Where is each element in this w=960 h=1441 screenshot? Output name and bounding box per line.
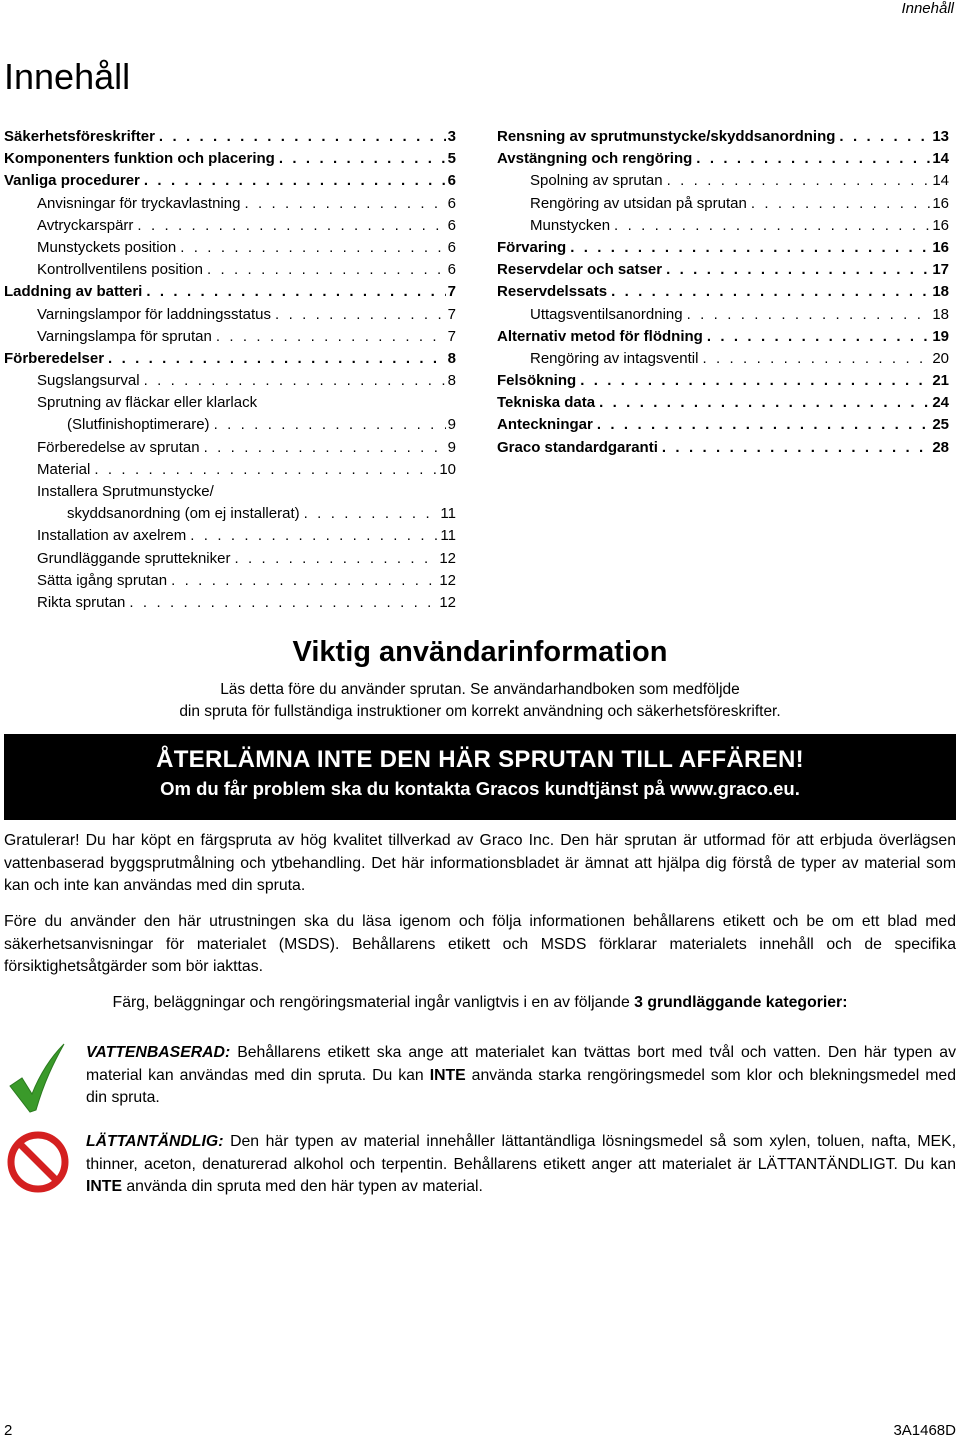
toc-leader-dots [129, 594, 437, 611]
toc-entry[interactable] [497, 128, 949, 150]
toc-entry-label: Sugslangsurval [37, 372, 140, 390]
category-title: LÄTTANTÄNDLIG: [86, 1133, 224, 1150]
toc-leader-dots [707, 328, 930, 345]
toc-entry-label: Anteckningar [497, 416, 593, 434]
toc-entry[interactable] [4, 306, 456, 328]
toc-entry-page: 9 [447, 416, 456, 434]
toc-leader-dots [108, 350, 446, 367]
toc-entry[interactable] [497, 261, 949, 283]
category-emphasis: INTE [429, 1066, 466, 1084]
toc-entry[interactable] [4, 328, 456, 350]
toc-entry-page: 8 [447, 349, 456, 367]
toc-entry-label: Reservdelssats [497, 283, 608, 301]
toc-entry-page: 3 [447, 128, 456, 145]
toc-leader-dots [144, 172, 446, 189]
return-warning-banner [4, 734, 956, 820]
toc-entry[interactable] [497, 195, 949, 217]
page-title: Innehåll [4, 56, 131, 97]
category-text: använda starka rengöringsmedel som klor och blekningsmedel med din spruta. [86, 1066, 957, 1106]
toc-leader-dots [171, 572, 437, 589]
toc-entry-label: Komponenters funktion och placering [4, 150, 275, 168]
important-info [0, 636, 960, 723]
toc-entry-page: 11 [440, 527, 456, 545]
toc-leader-dots [190, 527, 438, 544]
toc-leader-dots [137, 217, 445, 234]
toc-entry-label: Sätta igång sprutan [37, 571, 168, 589]
toc-entry-page: 6 [447, 261, 456, 279]
toc-leader-dots [279, 150, 446, 167]
toc-entry-page: 7 [447, 283, 456, 301]
toc-leader-dots [275, 306, 446, 323]
toc-entry[interactable] [4, 550, 456, 572]
toc-entry-label: Grundläggande spruttekniker [37, 549, 231, 567]
toc-entry-page: 6 [447, 238, 456, 256]
toc-entry-page: 6 [447, 194, 456, 212]
toc-entry-label: Varningslampa för sprutan [37, 327, 212, 345]
toc-leader-dots [580, 372, 930, 389]
toc-entry-label: Anvisningar för tryckavlastning [37, 194, 241, 212]
toc-entry[interactable] [4, 527, 456, 549]
toc-leader-dots [204, 439, 446, 456]
toc-entry[interactable] [497, 350, 949, 372]
toc-entry[interactable] [4, 350, 456, 372]
toc-entry[interactable] [4, 572, 456, 594]
toc-entry-page: 14 [932, 172, 949, 190]
toc-entry-label: skyddsanordning (om ej installerat) [67, 505, 300, 523]
toc-entry-page: 18 [932, 305, 949, 323]
categories-intro-bold: 3 grundläggande kategorier: [634, 994, 848, 1011]
toc-entry-page: 17 [932, 261, 949, 279]
toc-entry-label: Kontrollventilens position [37, 261, 203, 279]
banner-headline: ÅTERLÄMNA INTE DEN HÄR SPRUTAN TILL AFFÄREN! [156, 746, 804, 773]
toc-entry-page: 28 [932, 438, 949, 456]
toc-entry-label: Reservdelar och satser [497, 261, 663, 279]
toc-leader-dots [702, 350, 930, 367]
toc-leader-dots [611, 283, 930, 300]
toc-leader-dots [662, 439, 930, 456]
toc-entry-label: Rensning av sprutmunstycke/skyddsanordning [497, 128, 836, 145]
prohibited-icon [6, 1130, 70, 1194]
toc-entry-page: 10 [439, 460, 456, 478]
toc-entry-label: (Slutfinishoptimerare) [67, 416, 210, 434]
toc-entry-label: Varningslampor för laddningsstatus [37, 305, 272, 323]
important-heading: Viktig användarinformation [292, 636, 668, 668]
important-text [0, 679, 960, 723]
toc-entry-page: 7 [447, 305, 456, 323]
toc-entry[interactable] [4, 239, 456, 261]
toc-entry-label: Förberedelse av sprutan [37, 438, 200, 456]
toc-entry-label: Laddning av batteri [4, 283, 143, 301]
toc-leader-dots [207, 261, 446, 278]
toc-leader-dots [244, 195, 445, 212]
toc-entry-label: Vanliga procedurer [4, 172, 140, 190]
toc-entry-page: 14 [932, 150, 949, 168]
category-title: VATTENBASERAD: [86, 1044, 231, 1061]
toc-entry-label: Avtryckarspärr [37, 216, 134, 234]
running-header: Innehåll [901, 0, 954, 17]
toc-entry-label: Rengöring av intagsventil [530, 349, 699, 367]
document-id: 3A1468D [893, 1422, 956, 1439]
msds-paragraph: Före du använder den här utrustningen ska du läsa igenom och följa informationen behållarens etikett och be om ett blad med säkerhetsanvisningar för materialet (MSDS). Behållarens etikett och MSDS förklarar materialets innehåll och de specifika försiktighetsåtgärder som bör iakttas. [4, 913, 956, 975]
toc-entry[interactable] [4, 439, 456, 461]
toc-entry-label: Alternativ metod för flödning [497, 327, 703, 345]
toc-entry[interactable] [4, 594, 456, 616]
toc-entry-page: 7 [447, 327, 456, 345]
toc-leader-dots [304, 505, 439, 522]
toc-entry-page: 16 [932, 194, 949, 212]
toc-entry[interactable] [4, 394, 456, 416]
toc-entry-page: 6 [447, 172, 456, 190]
toc-entry-page: 24 [932, 394, 949, 412]
toc-entry[interactable] [497, 306, 949, 328]
toc-entry[interactable] [497, 416, 949, 438]
toc-entry[interactable] [4, 172, 456, 194]
checkmark-icon [6, 1040, 68, 1116]
page-number: 2 [4, 1422, 13, 1439]
toc-entry-label: Munstyckets position [37, 238, 177, 256]
toc-entry[interactable] [4, 217, 456, 239]
toc-entry[interactable] [497, 439, 949, 461]
category-flammable [86, 1131, 956, 1199]
toc-entry-page: 19 [932, 327, 949, 345]
banner-contact: Om du får problem ska du kontakta Gracos kundtjänst på www.graco.eu. [160, 778, 800, 799]
toc-entry[interactable] [4, 261, 456, 283]
categories-intro [0, 994, 960, 1012]
toc-leader-dots [94, 461, 437, 478]
toc-leader-dots [696, 150, 930, 167]
toc-entry-page: 12 [439, 549, 456, 567]
toc-leader-dots [159, 128, 446, 145]
toc-right-column [497, 128, 949, 461]
category-water-based [86, 1042, 956, 1110]
toc-entry[interactable] [497, 372, 949, 394]
toc-entry[interactable] [4, 372, 456, 394]
toc-entry-label: Förberedelser [4, 349, 105, 367]
toc-entry-label: Sprutning av fläckar eller klarlack [37, 394, 258, 412]
toc-leader-dots [667, 172, 931, 189]
toc-entry-label: Felsökning [497, 372, 577, 390]
toc-entry-label: Uttagsventilsanordning [530, 305, 683, 323]
toc-leader-dots [180, 239, 445, 256]
toc-left-column [4, 128, 456, 616]
toc-entry[interactable] [4, 150, 456, 172]
toc-entry-page: 18 [932, 283, 949, 301]
toc-entry[interactable] [497, 394, 949, 416]
toc-entry-page: 11 [440, 505, 456, 523]
toc-leader-dots [751, 195, 931, 212]
toc-entry-label: Graco standardgaranti [497, 438, 658, 456]
toc-entry-label: Munstycken [530, 216, 611, 234]
toc-entry[interactable] [4, 283, 456, 305]
toc-entry-label: Avstängning och rengöring [497, 150, 693, 168]
toc-leader-dots [614, 217, 930, 234]
toc-entry-page: 8 [447, 372, 456, 390]
toc-entry[interactable] [497, 283, 949, 305]
toc-entry-label: Material [37, 460, 91, 478]
intro-paragraph: Gratulerar! Du har köpt en färgspruta av hög kvalitet tillverkad av Graco Inc. Den här sprutan är utformad för att erbjuda överlägsen vattenbaserad byggsprutmålning och ytbehandling. Det här informationsbladet är ämnat att hjälpa dig förstå de typer av material som kan och inte kan användas med din spruta. [4, 832, 956, 894]
toc-entry[interactable] [4, 128, 456, 150]
toc-leader-dots [599, 394, 930, 411]
toc-entry-label: Installation av axelrem [37, 527, 187, 545]
important-line-1: Läs detta före du använder sprutan. Se användarhandboken som medföljde [220, 681, 740, 698]
toc-entry[interactable] [4, 505, 456, 527]
toc-leader-dots [666, 261, 930, 278]
toc-leader-dots [597, 416, 930, 433]
toc-entry-page: 13 [932, 128, 949, 145]
toc-entry-page: 12 [439, 571, 456, 589]
toc-leader-dots [146, 283, 445, 300]
toc-entry-page: 9 [447, 438, 456, 456]
toc-entry[interactable] [497, 328, 949, 350]
toc-entry-page: 5 [447, 150, 456, 168]
important-line-2: din spruta för fullständiga instruktioner om korrekt användning och säkerhetsföreskrifter. [179, 703, 781, 720]
category-text: Behållarens etikett ska ange att materialet kan tvättas bort med tvål och vatten. Den här typen av material kan användas med din spruta. Du kan [86, 1044, 956, 1084]
toc-entry-page: 16 [932, 216, 949, 234]
toc-entry-label: Tekniska data [497, 394, 596, 412]
toc-entry-label: Spolning av sprutan [530, 172, 663, 190]
toc-entry[interactable] [497, 172, 949, 194]
toc-leader-dots [687, 306, 931, 323]
toc-entry[interactable] [4, 195, 456, 217]
toc-entry-label: Rikta sprutan [37, 593, 126, 611]
toc-entry-page: 25 [932, 416, 949, 434]
toc-entry[interactable] [4, 483, 456, 505]
toc-entry[interactable] [4, 416, 456, 438]
category-emphasis: INTE [86, 1178, 122, 1195]
toc-entry-label: Säkerhetsföreskrifter [4, 128, 155, 145]
toc-entry[interactable] [4, 461, 456, 483]
toc-entry-page: 12 [439, 593, 456, 611]
toc-entry-label: Rengöring av utsidan på sprutan [530, 194, 747, 212]
toc-leader-dots [570, 239, 930, 256]
toc-leader-dots [214, 416, 446, 433]
toc-entry-label: Installera Sprutmunstycke/ [37, 483, 214, 500]
toc-leader-dots [144, 372, 446, 389]
toc-entry[interactable] [497, 217, 949, 239]
toc-entry-page: 20 [932, 349, 949, 367]
toc-leader-dots [216, 328, 446, 345]
toc-entry[interactable] [497, 239, 949, 261]
toc-entry-label: Förvaring [497, 238, 567, 256]
toc-leader-dots [234, 550, 437, 567]
toc-entry-page: 21 [932, 372, 949, 390]
category-text: använda din spruta med den här typen av material. [121, 1178, 483, 1195]
toc-leader-dots [839, 128, 930, 145]
toc-entry[interactable] [497, 150, 949, 172]
category-text: Den här typen av material innehåller lättantändliga lösningsmedel så som xylen, toluen, nafta, MEK, thinner, aceton, denaturerad alkohol och terpentin. Behållarens etikett anger att materialet är LÄTTANTÄNDLIGT. Du kan [86, 1133, 956, 1173]
categories-intro-text: Färg, beläggningar och rengöringsmaterial ingår vanligtvis i en av följande [112, 994, 635, 1011]
toc-entry-page: 16 [932, 238, 949, 256]
toc-entry-page: 6 [447, 216, 456, 234]
